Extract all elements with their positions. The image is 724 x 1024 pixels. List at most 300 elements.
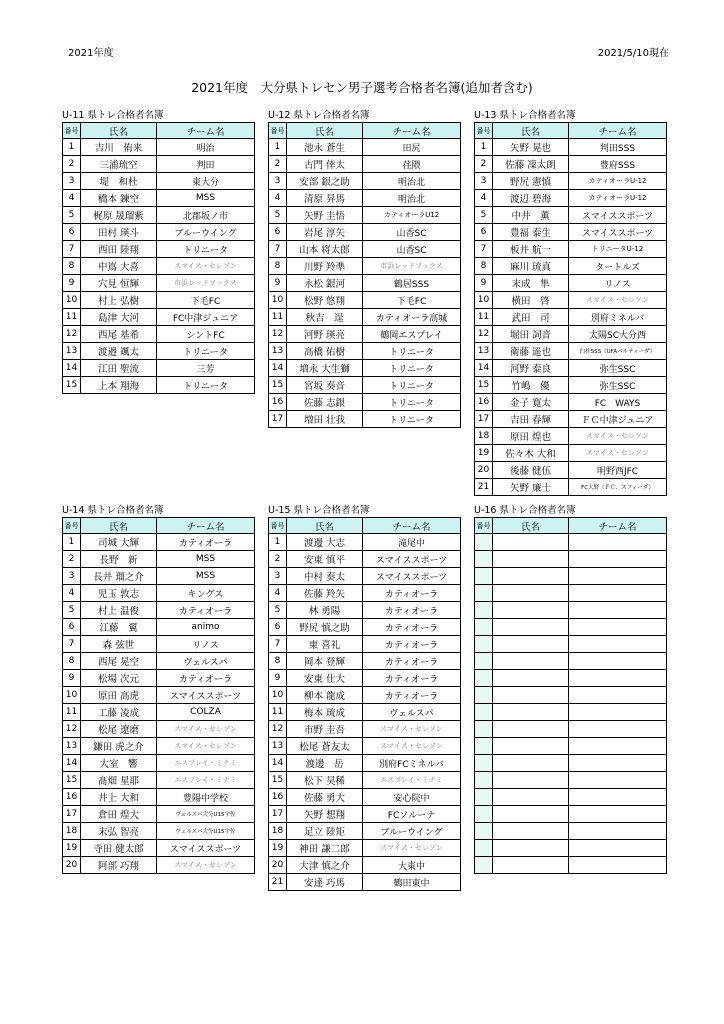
table-row	[63, 139, 255, 156]
cell-name	[493, 551, 569, 568]
cell-team: MSS	[157, 190, 255, 207]
cell-team: 判田SSS	[569, 139, 667, 156]
roster-block	[62, 505, 254, 874]
cell-team	[569, 806, 667, 823]
table-row	[475, 755, 667, 772]
cell-name: 堤 和杜	[81, 173, 157, 190]
cell-number: 13	[269, 738, 287, 755]
cell-number: 18	[475, 428, 493, 445]
cell-number: 8	[63, 258, 81, 275]
cell-number: 19	[63, 840, 81, 857]
cell-number: 11	[269, 309, 287, 326]
cell-name: 矢野 圭悟	[287, 207, 363, 224]
cell-team: カティオーラ	[157, 602, 255, 619]
cell-name: 松下 昊稀	[287, 772, 363, 789]
cell-team: カティオーラ高城	[363, 309, 461, 326]
cell-name: 末弘 智亮	[81, 823, 157, 840]
cell-team	[569, 755, 667, 772]
cell-team	[569, 738, 667, 755]
cell-number	[475, 823, 493, 840]
table-row	[63, 738, 255, 755]
cell-team: スマイス・セレソン	[363, 738, 461, 755]
table-row	[475, 241, 667, 258]
cell-team: カティオーラ	[363, 653, 461, 670]
cell-number: 8	[269, 258, 287, 275]
cell-name: 松尾 蒼友太	[287, 738, 363, 755]
cell-name: 穴見 恒輝	[81, 275, 157, 292]
table-row	[63, 857, 255, 874]
cell-number: 1	[475, 139, 493, 156]
cell-number: 20	[475, 462, 493, 479]
cell-team: スマイス・セレソン	[157, 721, 255, 738]
table-row	[269, 721, 461, 738]
cell-team: 山香SC	[363, 224, 461, 241]
cell-team: 市浜レッドソックス	[157, 275, 255, 292]
table-row	[475, 568, 667, 585]
cell-number: 12	[269, 721, 287, 738]
cell-number: 2	[475, 156, 493, 173]
cell-number	[475, 602, 493, 619]
cell-name: 高橋 佑樹	[287, 343, 363, 360]
cell-name: 矢野 想翔	[287, 806, 363, 823]
cell-name: 三浦琉空	[81, 156, 157, 173]
table-row	[475, 551, 667, 568]
cell-number: 20	[63, 857, 81, 874]
cell-name: 中井 薫	[493, 207, 569, 224]
table-row	[63, 653, 255, 670]
cell-number: 3	[63, 568, 81, 585]
table-row	[269, 636, 461, 653]
table-row	[475, 704, 667, 721]
cell-name: 足立 陸矩	[287, 823, 363, 840]
cell-name: 梶原 晟瑠紫	[81, 207, 157, 224]
header-date: 2021/5/10現在	[597, 48, 669, 59]
cell-number: 6	[269, 619, 287, 636]
table-row	[475, 377, 667, 394]
cell-name	[493, 772, 569, 789]
cell-number: 18	[63, 823, 81, 840]
cell-number: 7	[269, 241, 287, 258]
table-row	[63, 585, 255, 602]
table-header-row	[269, 123, 461, 139]
cell-team: シントFC	[157, 326, 255, 343]
table-row	[63, 241, 255, 258]
cell-number: 14	[63, 755, 81, 772]
cell-name: 林 勇陽	[287, 602, 363, 619]
cell-team	[569, 670, 667, 687]
block-caption: U-16 県トレ合格者名簿	[474, 505, 576, 516]
cell-number: 5	[269, 207, 287, 224]
cell-number: 19	[269, 840, 287, 857]
table-header-row	[63, 123, 255, 139]
cell-number: 12	[475, 326, 493, 343]
cell-team: カティオーラU12	[363, 207, 461, 224]
cell-name	[493, 857, 569, 874]
table-row	[269, 411, 461, 428]
cell-number: 16	[63, 789, 81, 806]
cell-name: 西尾 晃空	[81, 653, 157, 670]
cell-team: スマイス・セレソン	[157, 258, 255, 275]
cell-number	[475, 840, 493, 857]
header-year: 2021年度	[68, 48, 114, 59]
cell-team: スマイススポーツ	[363, 568, 461, 585]
cell-name: 東 喜礼	[287, 636, 363, 653]
block-caption: U-14 県トレ合格者名簿	[62, 505, 164, 516]
cell-name: 吉川 侑来	[81, 139, 157, 156]
cell-team	[569, 704, 667, 721]
cell-team: 明治北	[363, 173, 461, 190]
cell-number	[475, 585, 493, 602]
table-row	[63, 224, 255, 241]
col-header-team: チーム名	[157, 123, 255, 139]
col-header-team: チーム名	[363, 518, 461, 534]
table-row	[475, 840, 667, 857]
cell-name: 清原 昇馬	[287, 190, 363, 207]
block-caption: U-13 県トレ合格者名簿	[474, 110, 576, 121]
cell-name: 髙畑 星耶	[81, 772, 157, 789]
cell-name: 増永 大生獅	[287, 360, 363, 377]
cell-name: 西尾 基希	[81, 326, 157, 343]
cell-number	[475, 806, 493, 823]
cell-number: 6	[63, 619, 81, 636]
cell-number: 7	[475, 241, 493, 258]
cell-number: 1	[269, 139, 287, 156]
table-row	[475, 428, 667, 445]
table-row	[269, 619, 461, 636]
cell-team: トリニータ	[363, 394, 461, 411]
col-header-team: チーム名	[569, 123, 667, 139]
table-row	[63, 275, 255, 292]
cell-number: 10	[269, 687, 287, 704]
cell-team: 市浜レッドソックス	[363, 258, 461, 275]
cell-number	[475, 687, 493, 704]
roster-table	[62, 517, 255, 874]
table-row	[63, 326, 255, 343]
cell-name: 大室 響	[81, 755, 157, 772]
table-row	[269, 343, 461, 360]
cell-number	[475, 568, 493, 585]
table-row	[269, 139, 461, 156]
cell-team: トリニータ	[157, 343, 255, 360]
cell-name: 池永 蒼生	[287, 139, 363, 156]
cell-number: 15	[63, 772, 81, 789]
cell-team	[569, 602, 667, 619]
cell-team: カティオーラ	[157, 534, 255, 551]
cell-name: 渡邉 颯太	[81, 343, 157, 360]
cell-team: ブルーウイング	[363, 823, 461, 840]
table-row	[475, 207, 667, 224]
table-row	[63, 568, 255, 585]
cell-name: 増田 壮我	[287, 411, 363, 428]
cell-name: 島津 大河	[81, 309, 157, 326]
table-row	[63, 292, 255, 309]
cell-name	[493, 755, 569, 772]
cell-number: 11	[63, 309, 81, 326]
table-row	[269, 772, 461, 789]
table-row	[475, 139, 667, 156]
cell-number: 2	[269, 156, 287, 173]
cell-team: 山香SC	[363, 241, 461, 258]
cell-team	[569, 585, 667, 602]
cell-team: リノス	[569, 275, 667, 292]
cell-team	[569, 789, 667, 806]
table-row	[475, 156, 667, 173]
table-row	[269, 823, 461, 840]
roster-table	[268, 122, 461, 428]
col-header-name: 氏名	[287, 518, 363, 534]
cell-number: 8	[475, 258, 493, 275]
cell-team	[569, 568, 667, 585]
cell-team: ＦＣ中津ジュニア	[569, 411, 667, 428]
roster-table	[474, 517, 667, 874]
table-row	[475, 721, 667, 738]
table-row	[475, 619, 667, 636]
cell-name	[493, 619, 569, 636]
table-row	[63, 687, 255, 704]
cell-team: 鶴田東中	[363, 874, 461, 891]
cell-number	[475, 551, 493, 568]
cell-team: スマイススポーツ	[157, 840, 255, 857]
cell-team: カティオーラ	[363, 636, 461, 653]
cell-number	[475, 534, 493, 551]
table-row	[475, 360, 667, 377]
table-row	[475, 687, 667, 704]
cell-name: 矢野 廉士	[493, 479, 569, 496]
table-row	[475, 738, 667, 755]
table-row	[269, 687, 461, 704]
cell-team: 下毛FC	[363, 292, 461, 309]
block-caption: U-12 県トレ合格者名簿	[268, 110, 370, 121]
cell-number: 2	[63, 551, 81, 568]
cell-name: 安部 銀之助	[287, 173, 363, 190]
table-row	[475, 585, 667, 602]
cell-name: 渡邊 岳	[287, 755, 363, 772]
cell-team: エスプレイ・ミナミ	[157, 755, 255, 772]
cell-name: 河野 瑛亮	[287, 326, 363, 343]
roster-block	[474, 110, 666, 496]
col-header-number: 番号	[475, 123, 493, 139]
cell-name: 森 弦世	[81, 636, 157, 653]
cell-number: 6	[269, 224, 287, 241]
cell-team: カティオーラ	[157, 670, 255, 687]
table-row	[475, 309, 667, 326]
cell-team: スマイス・セレソン	[157, 738, 255, 755]
table-row	[475, 636, 667, 653]
table-row	[63, 156, 255, 173]
table-row	[63, 636, 255, 653]
cell-name: 安東 仕大	[287, 670, 363, 687]
cell-team: カティオーラ	[363, 602, 461, 619]
cell-team: カティオーラ	[363, 585, 461, 602]
cell-number: 16	[269, 394, 287, 411]
table-row	[475, 343, 667, 360]
cell-number: 16	[269, 789, 287, 806]
cell-team: 太陽SC大分西	[569, 326, 667, 343]
col-header-name: 氏名	[81, 518, 157, 534]
cell-number: 13	[475, 343, 493, 360]
cell-team: カティオーラU-12	[569, 190, 667, 207]
cell-team: 鶴居SSS	[363, 275, 461, 292]
cell-team: FC WAYS	[569, 394, 667, 411]
table-row	[63, 309, 255, 326]
cell-team: 明野西JFC	[569, 462, 667, 479]
cell-number	[475, 619, 493, 636]
cell-team	[569, 772, 667, 789]
cell-team: 北郡坂ノ市	[157, 207, 255, 224]
cell-name: 秋吉 逞	[287, 309, 363, 326]
cell-name: 西田 陸翔	[81, 241, 157, 258]
cell-name: 阿部 巧翔	[81, 857, 157, 874]
cell-number: 9	[269, 670, 287, 687]
cell-team	[569, 636, 667, 653]
cell-name: 永松 銀河	[287, 275, 363, 292]
cell-team	[569, 687, 667, 704]
cell-team: 判田	[157, 156, 255, 173]
cell-name	[493, 840, 569, 857]
cell-team: 鶴岡エスプレイ	[363, 326, 461, 343]
cell-name: 松場 次元	[81, 670, 157, 687]
table-row	[63, 806, 255, 823]
cell-name: 大津 慎之介	[287, 857, 363, 874]
cell-team: ヴェルスパ大分U15宇佐	[157, 806, 255, 823]
table-row	[269, 806, 461, 823]
cell-number	[475, 653, 493, 670]
cell-team: 弥生SSC	[569, 360, 667, 377]
cell-number	[475, 789, 493, 806]
table-row	[269, 857, 461, 874]
table-row	[269, 789, 461, 806]
cell-number: 10	[269, 292, 287, 309]
cell-team: ブルーウイング	[157, 224, 255, 241]
table-row	[63, 772, 255, 789]
cell-name: 豊福 泰生	[493, 224, 569, 241]
cell-team: トリニータ	[363, 411, 461, 428]
cell-team: 下毛FC	[157, 292, 255, 309]
cell-name: 長井 瑠之介	[81, 568, 157, 585]
cell-number: 19	[475, 445, 493, 462]
table-row	[269, 551, 461, 568]
cell-team: 別府FCミネルバ	[363, 755, 461, 772]
table-row	[269, 568, 461, 585]
table-row	[475, 292, 667, 309]
cell-number: 7	[63, 241, 81, 258]
cell-team: スマイススポーツ	[569, 224, 667, 241]
cell-number: 16	[475, 394, 493, 411]
cell-name: 佐藤 羚矢	[287, 585, 363, 602]
cell-name: 竹嶋 優	[493, 377, 569, 394]
cell-number: 4	[63, 585, 81, 602]
cell-team: ヴェルスパ	[363, 704, 461, 721]
table-row	[269, 534, 461, 551]
col-header-number: 番号	[63, 518, 81, 534]
table-row	[269, 224, 461, 241]
cell-number: 20	[269, 857, 287, 874]
cell-number: 3	[269, 568, 287, 585]
cell-team: 東大分	[157, 173, 255, 190]
table-row	[475, 411, 667, 428]
cell-team: 滝尾中	[363, 534, 461, 551]
cell-team: トリニータU-12	[569, 241, 667, 258]
table-row	[63, 258, 255, 275]
cell-number: 13	[63, 343, 81, 360]
table-row	[269, 241, 461, 258]
cell-team: ヴェルスパ	[157, 653, 255, 670]
cell-name: 佐々木 大和	[493, 445, 569, 462]
table-row	[269, 602, 461, 619]
cell-team: 弥生SSC	[569, 377, 667, 394]
table-row	[475, 275, 667, 292]
cell-number: 17	[475, 411, 493, 428]
table-row	[269, 190, 461, 207]
cell-name	[493, 653, 569, 670]
table-row	[63, 755, 255, 772]
cell-name: 橋本 鍊空	[81, 190, 157, 207]
cell-name: 江藤 翼	[81, 619, 157, 636]
cell-team: 豊陽中学校	[157, 789, 255, 806]
cell-number: 9	[63, 275, 81, 292]
cell-name: 工藤 凌成	[81, 704, 157, 721]
col-header-team: チーム名	[157, 518, 255, 534]
table-row	[475, 190, 667, 207]
cell-name: 堀田 詞音	[493, 326, 569, 343]
cell-number: 2	[269, 551, 287, 568]
table-row	[63, 789, 255, 806]
cell-number: 15	[269, 377, 287, 394]
cell-number	[475, 636, 493, 653]
cell-number: 12	[269, 326, 287, 343]
table-row	[63, 721, 255, 738]
cell-team: 明治北	[363, 190, 461, 207]
table-row	[269, 360, 461, 377]
cell-name: 佐藤 志銀	[287, 394, 363, 411]
cell-name: 梅本 琉成	[287, 704, 363, 721]
cell-team: 豊府SSS	[569, 156, 667, 173]
cell-name: 村上 弘樹	[81, 292, 157, 309]
cell-number: 9	[269, 275, 287, 292]
table-row	[269, 653, 461, 670]
cell-name: 松野 悠翔	[287, 292, 363, 309]
cell-name: 川野 羚凖	[287, 258, 363, 275]
table-header-row	[475, 518, 667, 534]
cell-name: 上本 翔海	[81, 377, 157, 394]
cell-team: FC大野（ＦＣ．スフィーダ）	[569, 479, 667, 496]
table-row	[475, 462, 667, 479]
cell-name: 古門 倖太	[287, 156, 363, 173]
cell-team: トリニータ	[363, 377, 461, 394]
cell-name: 衛藤 遥也	[493, 343, 569, 360]
cell-number: 13	[63, 738, 81, 755]
table-row	[475, 534, 667, 551]
cell-number: 1	[63, 139, 81, 156]
cell-number: 15	[63, 377, 81, 394]
table-row	[475, 224, 667, 241]
cell-team: FCソルーナ	[363, 806, 461, 823]
cell-name: 江田 聖流	[81, 360, 157, 377]
cell-name: 中嶌 大喜	[81, 258, 157, 275]
cell-name: 中村 奏太	[287, 568, 363, 585]
table-row	[269, 377, 461, 394]
cell-number: 1	[63, 534, 81, 551]
cell-team: エスプレイ・ミナミ	[363, 772, 461, 789]
cell-number: 11	[63, 704, 81, 721]
table-row	[269, 156, 461, 173]
cell-team: カティオーラ	[363, 619, 461, 636]
cell-name: 矢野 晃也	[493, 139, 569, 156]
roster-block	[62, 110, 254, 394]
cell-number: 1	[269, 534, 287, 551]
table-row	[475, 394, 667, 411]
cell-team	[569, 840, 667, 857]
